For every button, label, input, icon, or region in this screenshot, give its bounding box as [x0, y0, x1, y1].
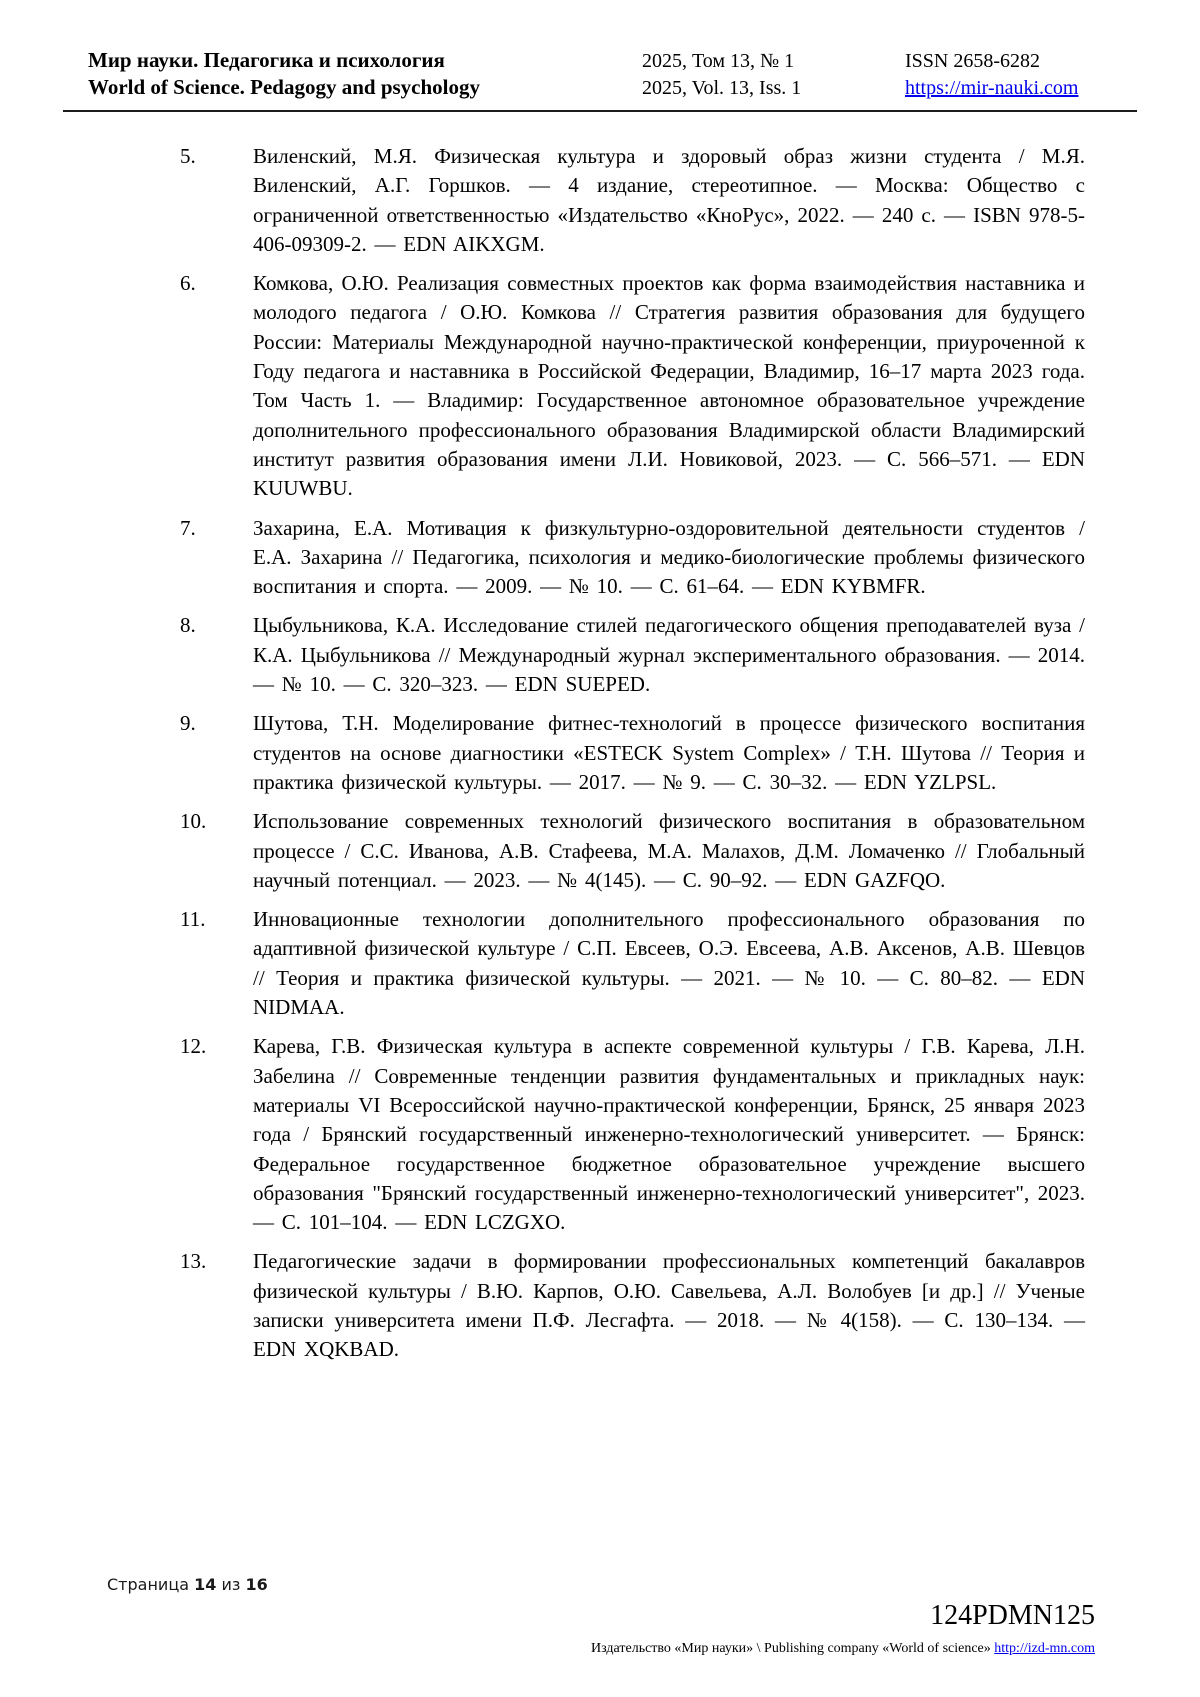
reference-item	[180, 269, 1085, 503]
page-of-word: из	[216, 1575, 246, 1594]
issue-info-ru: 2025, Том 13, № 1	[642, 50, 795, 72]
reference-text: Цыбульникова, К.А. Исследование стилей педагогического общения преподавателей вуза / К.А. Цыбульникова // Международный журнал экспериментального образования. — 2014. — № 10. — С. 320–323. — EDN SUEPED.	[253, 613, 1085, 697]
reference-item	[180, 905, 1085, 1022]
reference-item	[180, 807, 1085, 895]
page-word: Страница	[107, 1575, 195, 1594]
reference-text: Инновационные технологии дополнительного профессионального образования по адаптивной физической культуре / С.П. Евсеев, О.Э. Евсеева, А.В. Аксенов, А.В. Шевцов // Теория и практика физической культуры. — 2021. — № 10. — С. 80–82. — EDN NIDMAA.	[253, 907, 1085, 1020]
journal-title-en: World of Science. Pedagogy and psychology	[88, 75, 481, 99]
reference-text: Захарина, Е.А. Мотивация к физкультурно-оздоровительной деятельности студентов / Е.А. Захарина // Педагогика, психология и медико-биологические проблемы физического воспитания и спорта. — 2009. — № 10. — С. 61–64. — EDN KYBMFR.	[253, 515, 1085, 599]
reference-text: Шутова, Т.Н. Моделирование фитнес-технологий в процессе физического воспитания студентов на основе диагностики «ESTECK System Complex» / Т.Н. Шутова // Теория и практика физической культуры. — 2017. — № 9. — С. 30–32. — EDN YZLPSL.	[253, 711, 1085, 794]
article-code: 124PDMN125	[930, 1600, 1095, 1631]
reference-text: Комкова, О.Ю. Реализация совместных проектов как форма взаимодействия наставника и молодого педагога / О.Ю. Комкова // Стратегия развития образования для будущего России: Материалы Международной научно-практической конференции, приуроченной к Году педагога и наставника в Российской Федерации, Владимир, 16–17 марта 2023 года. Том Часть 1. — Владимир: Государственное автономное образовательное учреждение дополнительного профессионального образования Владимирской области Владимирский институт развития образования имени Л.И. Новиковой, 2023. — С. 566–571. — EDN KUUWBU.	[253, 271, 1085, 501]
reference-number: 10.	[180, 809, 207, 834]
reference-item	[180, 709, 1085, 797]
journal-site-link[interactable]: https://mir-nauki.com	[905, 77, 1079, 99]
reference-item	[180, 1032, 1085, 1237]
issn-number: ISSN 2658-6282	[905, 50, 1041, 72]
journal-title-ru: Мир науки. Педагогика и психология	[88, 48, 445, 72]
journal-header-titles	[88, 47, 480, 101]
reference-number: 7.	[180, 515, 196, 540]
reference-number: 5.	[180, 144, 196, 168]
publisher-line	[591, 1641, 1095, 1657]
reference-number: 12.	[180, 1034, 207, 1059]
reference-number: 13.	[180, 1249, 207, 1274]
journal-header-issue	[642, 48, 801, 102]
reference-number: 11.	[180, 907, 206, 932]
reference-text: Педагогические задачи в формировании профессиональных компетенций бакалавров физической культуры / В.Ю. Карпов, О.Ю. Савельева, А.Л. Волобуев [и др.] // Ученые записки университета имени П.Ф. Лесгафта. — 2018. — № 4(158). — С. 130–134. — EDN XQKBAD.	[253, 1249, 1085, 1362]
reference-number: 6.	[180, 271, 196, 296]
reference-item	[180, 142, 1085, 259]
page-number-indicator	[107, 1575, 268, 1594]
reference-number: 9.	[180, 711, 196, 736]
page-total: 16	[245, 1575, 268, 1594]
reference-number: 8.	[180, 613, 196, 638]
header-rule	[63, 110, 1137, 112]
reference-text: Виленский, М.Я. Физическая культура и здоровый образ жизни студента / М.Я. Виленский, А.Г. Горшков. — 4 издание, стереотипное. — Москва: Общество с ограниченной ответственностью «Издательство «КноРус», 2022. — 240 с. — ISBN 978-5-406-09309-2. — EDN AIKXGM.	[253, 144, 1085, 256]
reference-text: Использование современных технологий физического воспитания в образовательном процессе / С.С. Иванова, А.В. Стафеева, М.А. Малахов, Д.М. Ломаченко // Глобальный научный потенциал. — 2023. — № 4(145). — С. 90–92. — EDN GAZFQO.	[253, 809, 1085, 892]
reference-item	[180, 611, 1085, 699]
page-current: 14	[194, 1575, 217, 1594]
publisher-site-link[interactable]: http://izd-mn.com	[994, 1641, 1095, 1656]
issue-info-en: 2025, Vol. 13, Iss. 1	[642, 77, 802, 99]
references-list	[180, 142, 1085, 1375]
reference-text: Карева, Г.В. Физическая культура в аспекте современной культуры / Г.В. Карева, Л.Н. Забелина // Современные тенденции развития фундаментальных и прикладных наук: материалы VI Всероссийской научно-практической конференции, Брянск, 25 января 2023 года / Брянский государственный инженерно-технологический университет. — Брянск: Федеральное государственное бюджетное образовательное учреждение высшего образования "Брянский государственный инженерно-технологический университет", 2023. — С. 101–104. — EDN LCZGXO.	[253, 1034, 1085, 1235]
reference-item	[180, 514, 1085, 602]
reference-item	[180, 1247, 1085, 1364]
journal-header-issn	[905, 48, 1078, 102]
publisher-text: Издательство «Мир науки» \ Publishing company «World of science»	[591, 1641, 995, 1656]
